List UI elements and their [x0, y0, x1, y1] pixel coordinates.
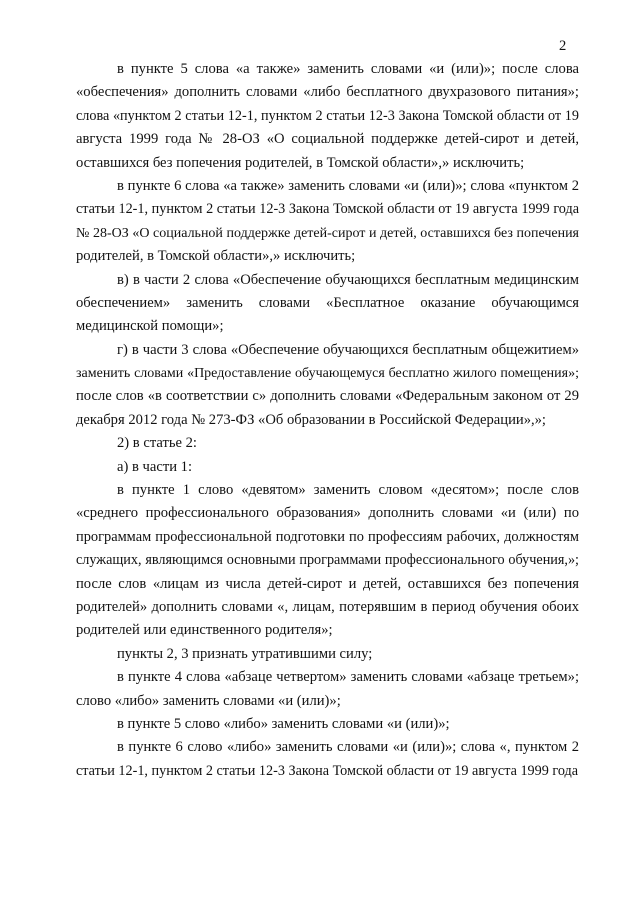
paragraph	[76, 713, 579, 736]
text-line: декабря 2012 года № 273-ФЗ «Об образовании в Российской Федерации»,»;	[76, 411, 546, 428]
text-line: статьи 12-1, пунктом 2 статьи 12-3 Закона Томской области от 19 августа 1999 года	[76, 201, 579, 218]
paragraph	[76, 339, 579, 433]
text-line: родителей или единственного родителя»;	[76, 622, 333, 639]
text-line: 2) в статье 2:	[117, 435, 197, 452]
paragraph	[76, 269, 579, 339]
paragraph	[76, 456, 579, 479]
text-line: слова «пунктом 2 статьи 12-1, пунктом 2 статьи 12-3 Закона Томской области от 19	[76, 107, 579, 124]
text-line: а) в части 1:	[117, 458, 193, 475]
text-line: слово «либо» заменить словами «и (или)»;	[76, 692, 341, 709]
text-line: заменить словами «Предоставление обучающемуся бесплатно жилого помещения»;	[76, 366, 579, 382]
text-line: обеспечением» заменить словами «Бесплатное оказание обучающимся	[76, 294, 579, 311]
text-line: в пункте 6 слова «а также» заменить словами «и (или)»; слова «пунктом 2	[117, 177, 579, 194]
paragraph	[76, 58, 579, 175]
text-line: служащих, являющимся основными программами профессионального обучения,»;	[76, 552, 579, 569]
text-line: родителей» дополнить словами «, лицам, потерявшим в период обучения обоих	[76, 598, 579, 615]
paragraph	[76, 175, 579, 269]
text-line: оставшихся без попечения родителей, в Томской области»,» исключить;	[76, 154, 525, 171]
text-line: «среднего профессионального образования» дополнить словами «и (или) по	[76, 505, 579, 522]
text-line: г) в части 3 слова «Обеспечение обучающихся бесплатным общежитием»	[117, 341, 579, 358]
paragraph	[76, 432, 579, 455]
paragraph	[76, 643, 579, 666]
paragraph	[76, 479, 579, 643]
page-number: 2	[559, 38, 567, 54]
text-line: медицинской помощи»;	[76, 318, 224, 335]
text-line: № 28-ОЗ «О социальной поддержке детей-сирот и детей, оставшихся без попечения	[76, 225, 579, 241]
text-line: в пункте 4 слова «абзаце четвертом» заменить словами «абзаце третьем»;	[117, 669, 579, 686]
text-line: в пункте 6 слово «либо» заменить словами «и (или)»; слова «, пунктом 2	[117, 739, 579, 756]
text-line: в пункте 5 слово «либо» заменить словами «и (или)»;	[117, 715, 450, 732]
paragraph	[76, 736, 579, 783]
text-line: статьи 12-1, пунктом 2 статьи 12-3 Закона Томской области от 19 августа 1999 года	[76, 762, 579, 779]
text-line: в пункте 5 слова «а также» заменить словами «и (или)»; после слова	[117, 61, 579, 77]
text-line: в) в части 2 слова «Обеспечение обучающихся бесплатным медицинским	[117, 271, 579, 288]
text-line: августа 1999 года № 28-ОЗ «О социальной поддержке детей-сирот и детей,	[76, 131, 579, 148]
text-line: после слов «в соответствии с» дополнить словами «Федеральным законом от 29	[76, 388, 579, 405]
paragraph	[76, 666, 579, 713]
text-line: после слов «лицам из числа детей-сирот и детей, оставшихся без попечения	[76, 575, 579, 592]
text-line: программам профессиональной подготовки по профессиям рабочих, должностям	[76, 528, 579, 545]
text-line: в пункте 1 слово «девятом» заменить словом «десятом»; после слов	[117, 482, 579, 499]
text-line: «обеспечения» дополнить словами «либо бесплатного двухразового питания»;	[76, 84, 579, 101]
document-body	[76, 58, 579, 783]
text-line: родителей, в Томской области»,» исключить;	[76, 248, 356, 265]
text-line: пункты 2, 3 признать утратившими силу;	[117, 645, 373, 662]
